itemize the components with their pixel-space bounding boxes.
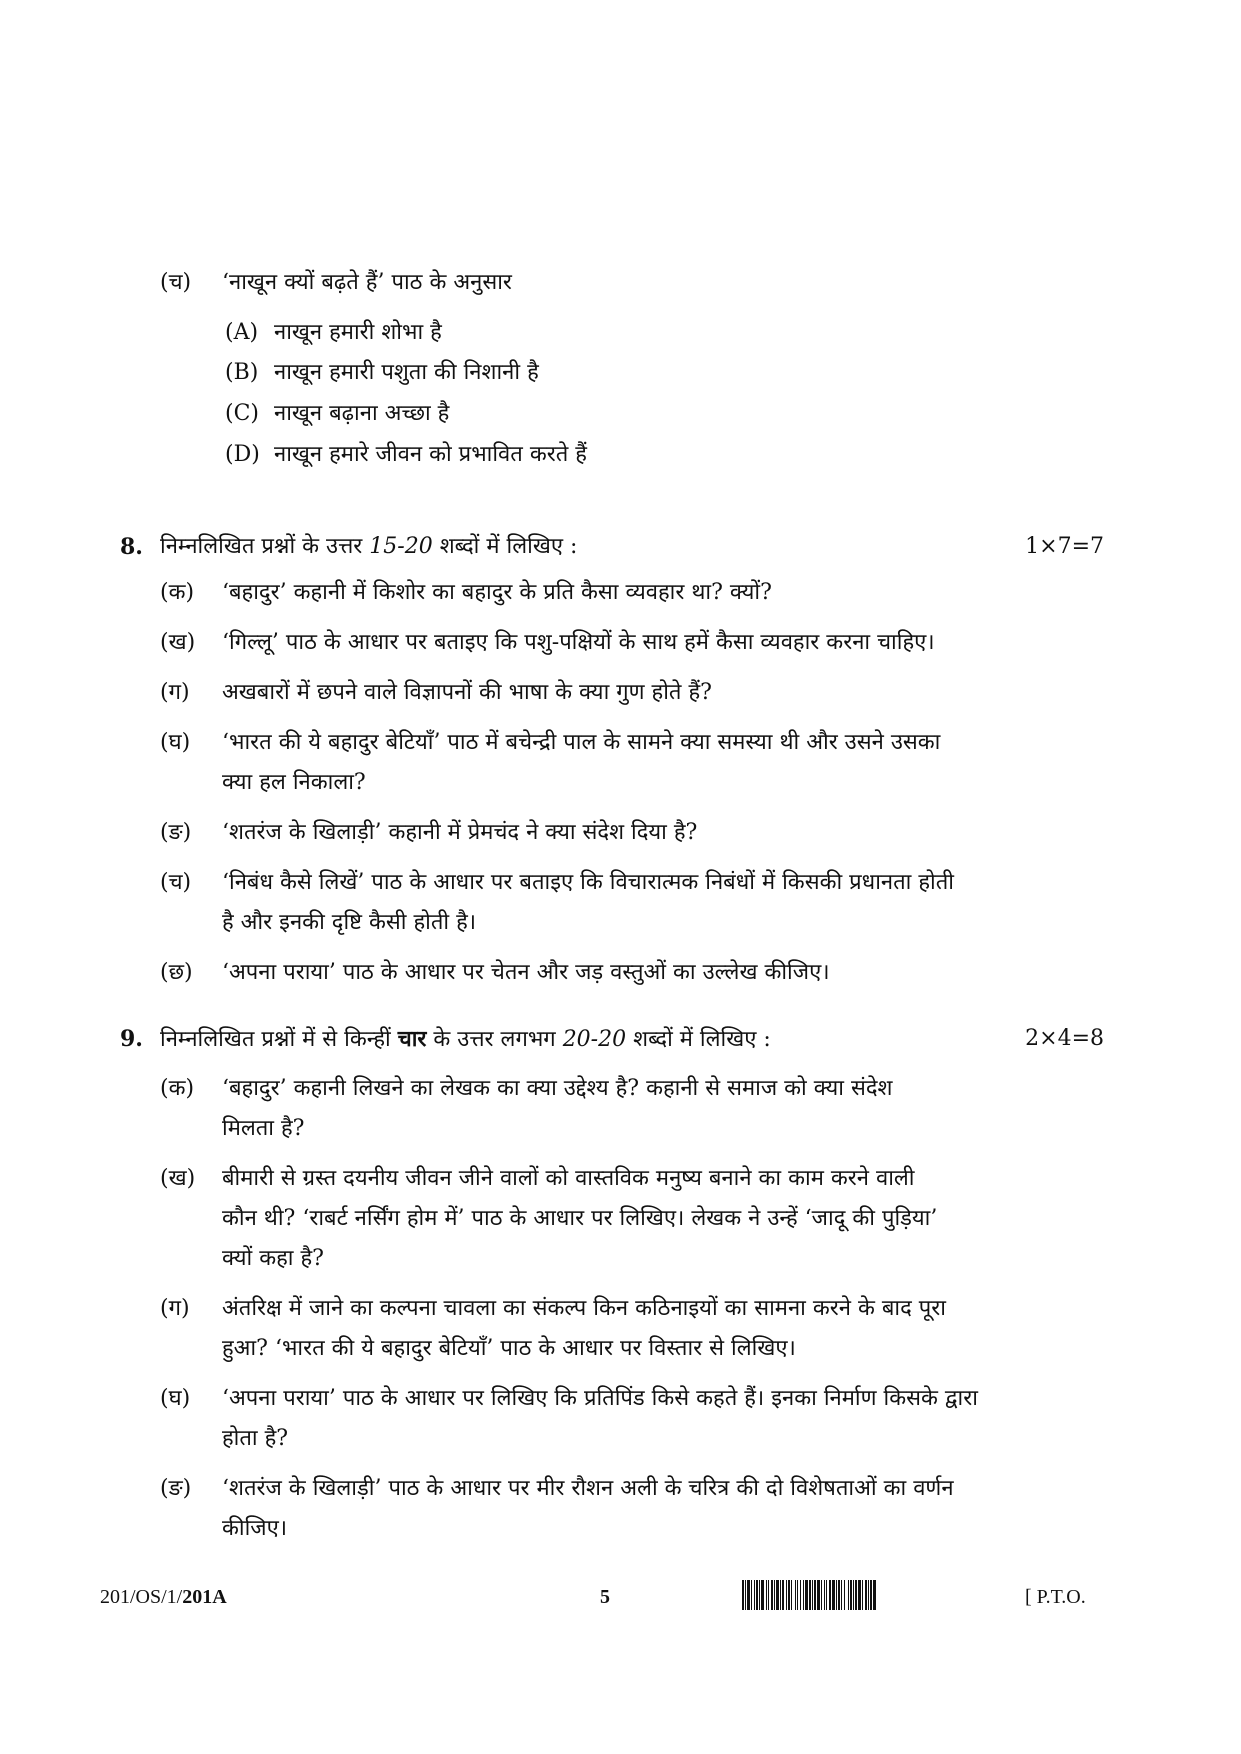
q7f-label: (च) — [160, 270, 192, 295]
q9-instruction-range: 20-20 — [562, 1027, 627, 1052]
q8-item-label: (क) — [160, 580, 195, 605]
q8-item-label: (घ) — [160, 730, 191, 755]
q9-instruction-bold: चार — [397, 1026, 427, 1052]
q8-marks: 1×7=7 — [1025, 534, 1104, 559]
paper-code-bold: 201A — [182, 1586, 227, 1608]
q8-item-text: ‘गिल्लू’ पाठ के आधार पर बताइए कि पशु-पक्षियों के साथ हमें कैसा व्यवहार करना चाहिए। — [222, 630, 935, 655]
q9-item-text: होता है? — [222, 1426, 289, 1451]
q9-marks: 2×4=8 — [1025, 1026, 1104, 1051]
q8-item-label: (ख) — [160, 630, 196, 655]
q9-instruction — [160, 1024, 771, 1055]
q9-item-label: (ङ) — [160, 1476, 192, 1501]
q8-item-text: ‘अपना पराया’ पाठ के आधार पर चेतन और जड़ वस्तुओं का उल्लेख कीजिए। — [222, 960, 830, 985]
q8-item-text: ‘शतरंज के खिलाड़ी’ कहानी में प्रेमचंद ने क्या संदेश दिया है? — [222, 820, 698, 845]
q9-item-text: ‘शतरंज के खिलाड़ी’ पाठ के आधार पर मीर रौशन अली के चरित्र की दो विशेषताओं का वर्णन — [222, 1476, 954, 1501]
pto-marker: [ P.T.O. — [1025, 1586, 1086, 1608]
q7f-stem: ‘नाखून क्यों बढ़ते हैं’ पाठ के अनुसार — [222, 270, 512, 295]
q9-instruction-pre: निम्नलिखित प्रश्नों में से किन्हीं — [160, 1027, 391, 1052]
q8-item-label: (च) — [160, 870, 192, 895]
q7f-option-b-text: नाखून हमारी पशुता की निशानी है — [274, 360, 539, 385]
paper-code — [100, 1583, 227, 1611]
q8-item-text: क्या हल निकाला? — [222, 770, 366, 795]
q8-item-text: है और इनकी दृष्टि कैसी होती है। — [222, 910, 477, 935]
q8-item-text: ‘निबंध कैसे लिखें’ पाठ के आधार पर बताइए कि विचारात्मक निबंधों में किसकी प्रधानता होती — [222, 870, 954, 895]
q8-item-label: (छ) — [160, 960, 193, 985]
q7f-option-d-text: नाखून हमारे जीवन को प्रभावित करते हैं — [274, 442, 587, 467]
q8-instruction — [160, 532, 577, 562]
q8-number: 8. — [120, 534, 143, 560]
q8-item-label: (ङ) — [160, 820, 192, 845]
page-number: 5 — [600, 1586, 610, 1608]
q9-item-text: हुआ? ‘भारत की ये बहादुर बेटियाँ’ पाठ के आधार पर विस्तार से लिखिए। — [222, 1336, 796, 1361]
q9-item-text: मिलता है? — [222, 1116, 305, 1141]
q9-item-text: क्यों कहा है? — [222, 1246, 324, 1271]
q7f-option-c-text: नाखून बढ़ाना अच्छा है — [274, 401, 450, 426]
q9-item-text: ‘बहादुर’ कहानी लिखने का लेखक का क्या उद्देश्य है? कहानी से समाज को क्या संदेश — [222, 1076, 893, 1101]
q9-item-label: (ख) — [160, 1166, 196, 1191]
q9-item-label: (क) — [160, 1076, 195, 1101]
q7f-option-a-text: नाखून हमारी शोभा है — [274, 320, 442, 345]
q7f-option-b-label: (B) — [225, 360, 259, 385]
q8-item-text: ‘भारत की ये बहादुर बेटियाँ’ पाठ में बचेन्द्री पाल के सामने क्या समस्या थी और उसने उसका — [222, 730, 941, 755]
q8-item-text: ‘बहादुर’ कहानी में किशोर का बहादुर के प्रति कैसा व्यवहार था? क्यों? — [222, 580, 772, 605]
paper-code-prefix: 201/OS/1/ — [100, 1586, 183, 1608]
q9-item-text: ‘अपना पराया’ पाठ के आधार पर लिखिए कि प्रतिपिंड किसे कहते हैं। इनका निर्माण किसके द्वारा — [222, 1386, 978, 1411]
q9-item-text: बीमारी से ग्रस्त दयनीय जीवन जीने वालों को वास्तविक मनुष्य बनाने का काम करने वाली — [222, 1166, 915, 1191]
q9-instruction-mid: के उत्तर लगभग — [433, 1027, 556, 1052]
q8-item-text: अखबारों में छपने वाले विज्ञापनों की भाषा के क्या गुण होते हैं? — [222, 680, 712, 705]
q8-instruction-pre: निम्नलिखित प्रश्नों के उत्तर — [160, 534, 363, 559]
q7f-option-a-label: (A) — [225, 320, 259, 345]
q8-instruction-range: 15-20 — [369, 534, 433, 559]
q9-item-text: कौन थी? ‘राबर्ट नर्सिंग होम में’ पाठ के आधार पर लिखिए। लेखक ने उन्हें ‘जादू की पुड़िया’ — [222, 1206, 938, 1231]
barcode-icon — [742, 1580, 1012, 1610]
q9-item-label: (घ) — [160, 1386, 191, 1411]
q9-item-text: अंतरिक्ष में जाने का कल्पना चावला का संकल्प किन कठिनाइयों का सामना करने के बाद पूरा — [222, 1296, 946, 1321]
q9-instruction-post: शब्दों में लिखिए : — [633, 1027, 771, 1052]
q9-item-text: कीजिए। — [222, 1516, 288, 1541]
q8-instruction-post: शब्दों में लिखिए : — [439, 534, 578, 559]
q8-item-label: (ग) — [160, 680, 190, 705]
q7f-option-d-label: (D) — [225, 442, 260, 467]
q9-number: 9. — [120, 1026, 143, 1052]
q9-item-label: (ग) — [160, 1296, 190, 1321]
q7f-option-c-label: (C) — [225, 401, 259, 426]
